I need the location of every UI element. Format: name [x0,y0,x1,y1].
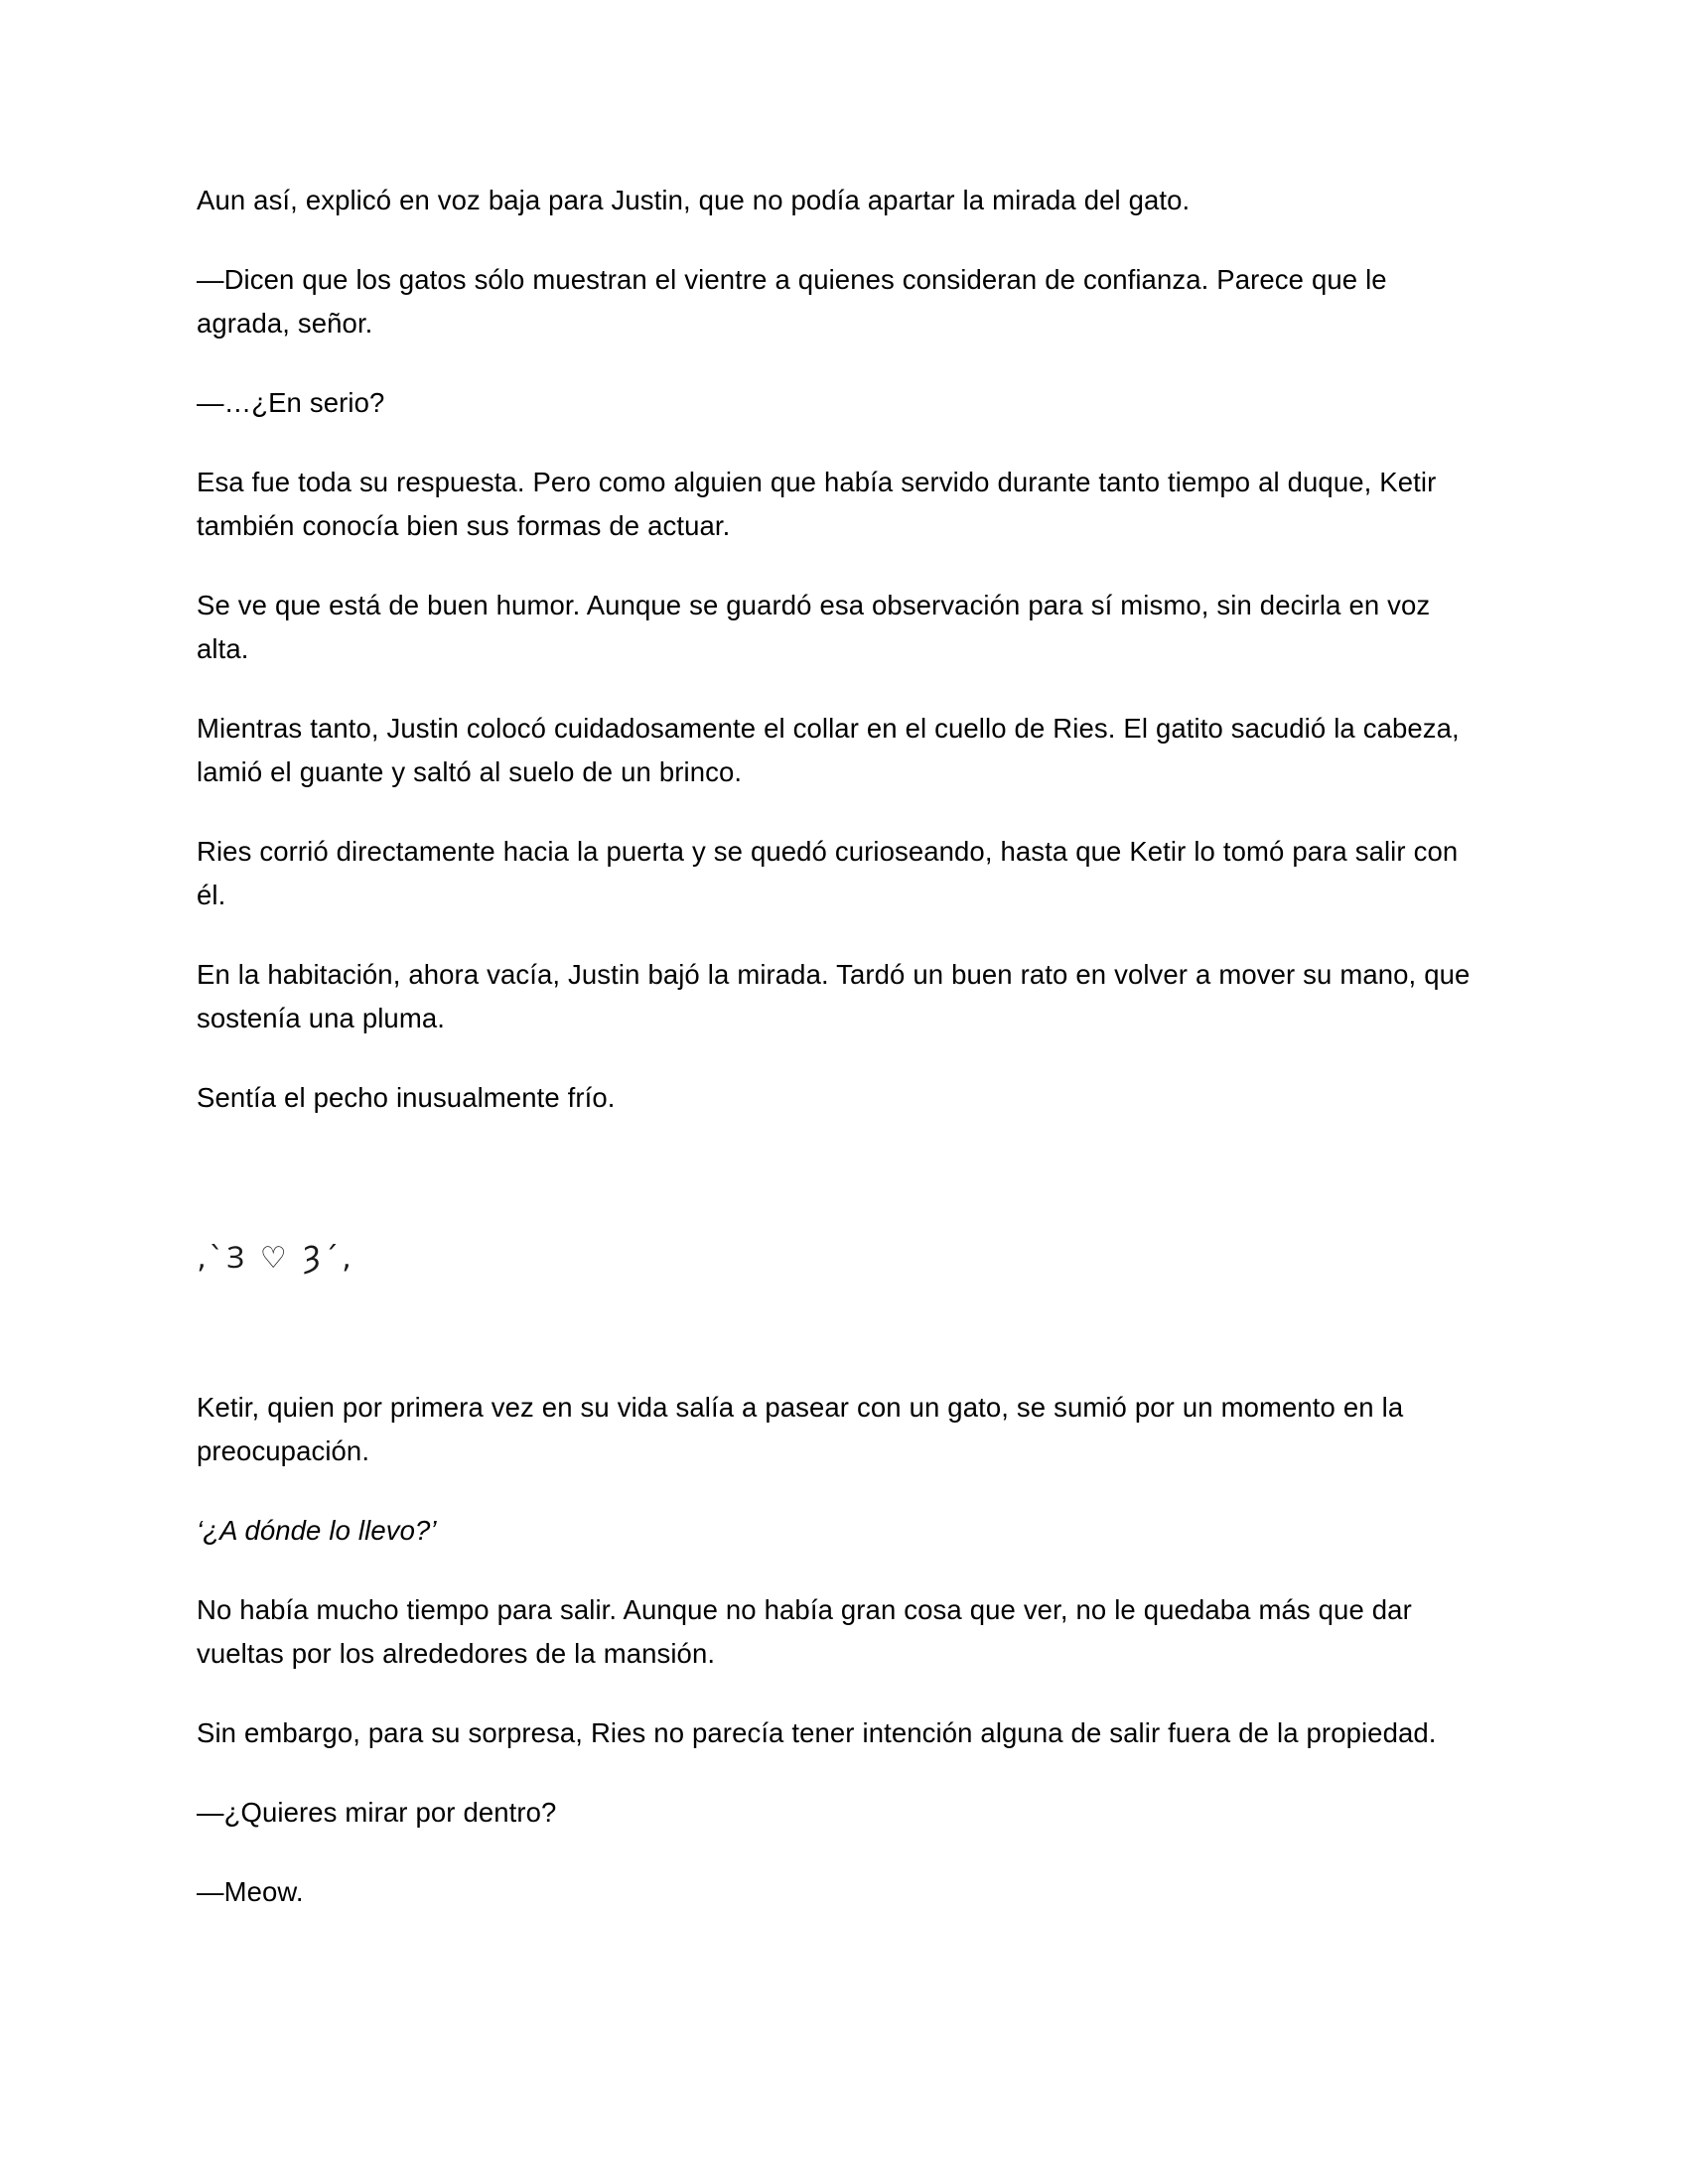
paragraph-5: Se ve que está de buen humor. Aunque se guardó esa observación para sí mismo, sin decirla en voz alta. [197,590,1431,664]
paragraph-8: En la habitación, ahora vacía, Justin bajó la mirada. Tardó un buen rato en volver a mover su mano, que sostenía una pluma. [197,959,1471,1033]
spacer-above-divider [197,1156,1476,1237]
cat-face-kaomoji-divider-icon: ‚`Ɜ ♡ Ȝ´‚ [197,1241,354,1276]
paragraph-9: Sentía el pecho inusualmente frío. [197,1082,616,1113]
document-text-column [197,179,1476,1914]
paragraph-3-dialogue: —…¿En serio? [197,387,385,418]
paragraph-10: Ketir, quien por primera vez en su vida salía a pasear con un gato, se sumió por un momento en la preocupación. [197,1392,1404,1466]
paragraph-2-dialogue: —Dicen que los gatos sólo muestran el vientre a quienes consideran de confianza. Parece que le agrada, señor. [197,264,1387,339]
paragraph-6: Mientras tanto, Justin colocó cuidadosamente el collar en el cuello de Ries. El gatito sacudió la cabeza, lamió el guante y saltó al suelo de un brinco. [197,713,1460,787]
paragraph-13: Sin embargo, para su sorpresa, Ries no parecía tener intención alguna de salir fuera de la propiedad. [197,1717,1437,1748]
paragraph-11-inner-thought: ‘¿A dónde lo llevo?’ [197,1515,437,1546]
paragraph-7: Ries corrió directamente hacia la puerta y se quedó curioseando, hasta que Ketir lo tomó para salir con él. [197,836,1459,910]
paragraph-1: Aun así, explicó en voz baja para Justin, que no podía apartar la mirada del gato. [197,185,1191,215]
paragraph-15-dialogue: —Meow. [197,1876,304,1907]
paragraph-14-dialogue: —¿Quieres mirar por dentro? [197,1797,557,1828]
spacer-below-divider [197,1281,1476,1386]
paragraph-12: No había mucho tiempo para salir. Aunque no había gran cosa que ver, no le quedaba más que dar vueltas por los alrededores de la mansión. [197,1594,1412,1669]
paragraph-4: Esa fue toda su respuesta. Pero como alguien que había servido durante tanto tiempo al duque, Ketir también conocía bien sus formas de actuar. [197,467,1437,541]
